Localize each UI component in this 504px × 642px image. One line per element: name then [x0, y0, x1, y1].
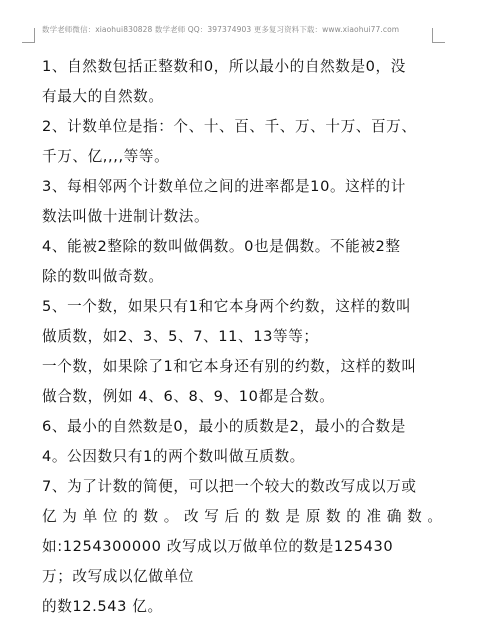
text-line: 4。公因数只有1的两个数叫做互质数。 — [42, 448, 305, 465]
text-line: 4、能被2整除的数叫做偶数。0也是偶数。不能被2整 — [42, 238, 401, 255]
text-line: 5、一个数，如果只有1和它本身两个约数，这样的数叫 — [42, 298, 412, 315]
text-line: 一个数，如果除了1和它本身还有别的约数，这样的数叫 — [42, 358, 417, 375]
text-line: 1、自然数包括正整数和0，所以最小的自然数是0，没 — [42, 58, 406, 75]
text-line: 除的数叫做奇数。 — [42, 268, 164, 285]
page-header: 数学老师微信：xiaohui830828 数学老师 QQ：397374903 更多复习资料下载：www.xiaohui77.com — [42, 25, 400, 34]
text-line: 2、计数单位是指：个、十、百、千、万、十万、百万、 — [42, 118, 417, 135]
text-line-justified: 亿为单位的数。改写后的数是原数的准确数。 — [42, 508, 442, 525]
document-body — [42, 52, 442, 622]
corner-mark-top-left — [22, 28, 35, 43]
text-line: 3、每相邻两个计数单位之间的进率都是10。这样的计 — [42, 178, 406, 195]
text-line: 有最大的自然数。 — [42, 88, 164, 105]
text-line: 做质数，如2、3、5、7、11、13等等； — [42, 328, 319, 345]
text-line: 6、最小的自然数是0，最小的质数是2，最小的合数是 — [42, 418, 406, 435]
text-line: 7、为了计数的简便，可以把一个较大的数改写成以万或 — [42, 478, 417, 495]
text-line: 如:1254300000 改写成以万做单位的数是125430 — [42, 538, 394, 555]
text-line: 的数12.543 亿。 — [42, 598, 163, 615]
text-line: 数法叫做十进制计数法。 — [42, 208, 210, 225]
text-line: 千万、亿,,,,等等。 — [42, 148, 170, 165]
text-line: 做合数，例如 4、6、8、9、10都是合数。 — [42, 388, 335, 405]
text-line: 万；改写成以亿做单位 — [42, 568, 194, 585]
